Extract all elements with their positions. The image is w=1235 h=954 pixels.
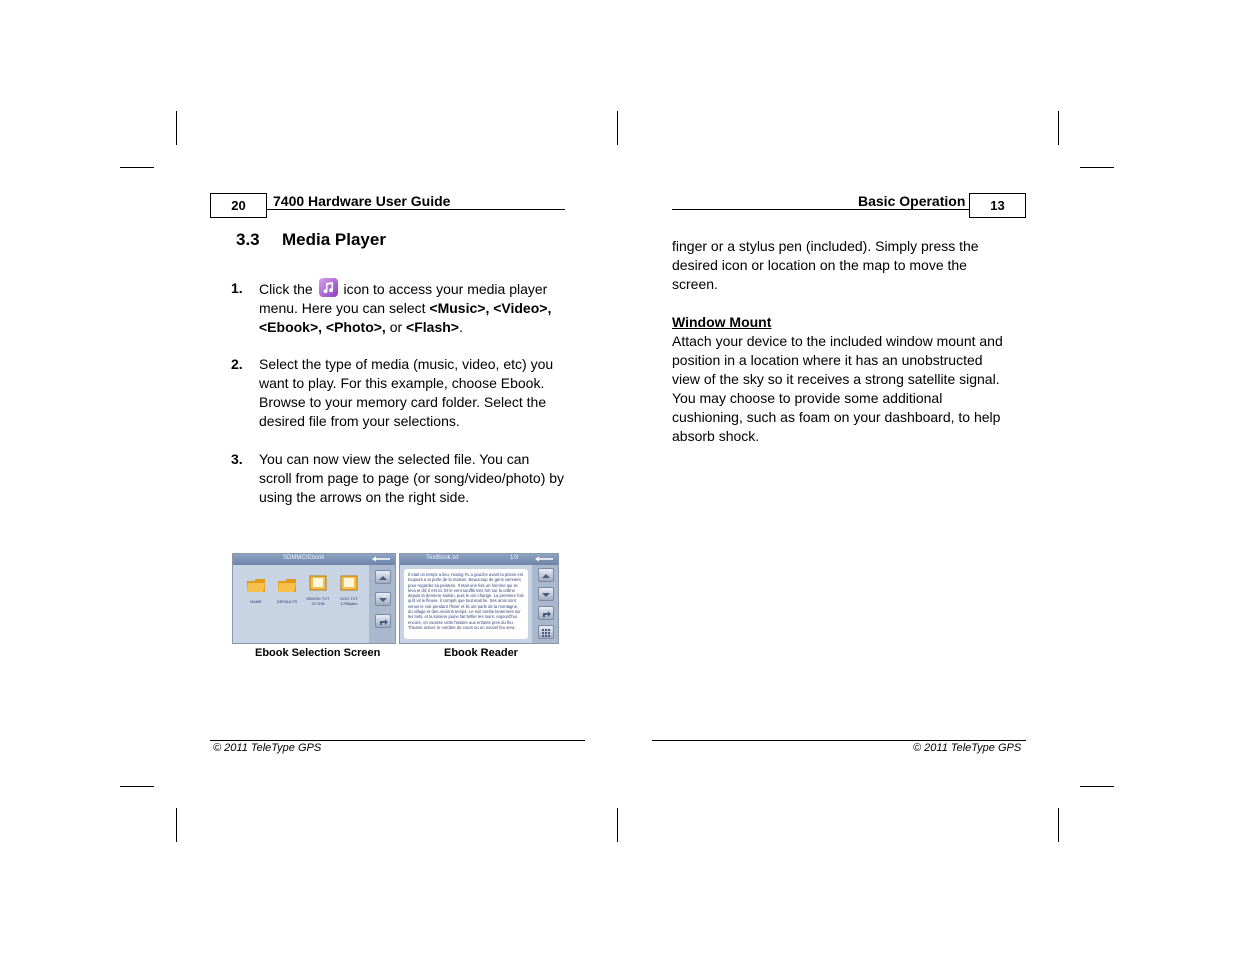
crop-mark: [120, 167, 154, 168]
folder-icon: [246, 577, 266, 593]
list-item-number: 3.: [231, 451, 243, 467]
file-size: 175Bytes: [340, 601, 358, 606]
crop-mark: [1080, 167, 1114, 168]
list-item: You can now view the selected file. You can scroll from page to page (or song/video/photo) by using the arrows on the right side.: [259, 451, 565, 505]
intro-paragraph: finger or a stylus pen (included). Simply press the desired icon or location on the map to move the screen.: [672, 238, 979, 292]
crop-mark: [176, 111, 177, 145]
folder-label: DOC.TXT: [340, 596, 358, 601]
return-button: [538, 606, 554, 620]
device-title-bar: [233, 554, 395, 565]
header-title: 7400 Hardware User Guide: [273, 193, 451, 209]
section-number: 3.3: [236, 230, 260, 249]
ebook-reader-screenshot: [399, 553, 559, 644]
crop-mark: [617, 111, 618, 145]
crop-mark: [1080, 786, 1114, 787]
page-indicator: 1/3: [510, 555, 519, 561]
screenshot-caption: Ebook Reader: [444, 647, 518, 659]
folder-icon: [277, 577, 297, 593]
crop-mark: [1058, 111, 1059, 145]
crop-mark: [120, 786, 154, 787]
crop-mark: [617, 808, 618, 842]
subheading: Window Mount: [672, 314, 772, 330]
body-paragraph: Attach your device to the included window mount and position in a location where it has an unobstructed view of the sky so it receives a strong satellite signal. You may choose to provide some additional cushioning, such as foam on your dashboard, to help absorb shock.: [672, 333, 1003, 444]
media-options: <Music>, <Video>, <Ebook>, <Photo>,: [259, 300, 552, 335]
page-number: 13: [969, 193, 1026, 218]
device-bar-title: TextBook.txt: [426, 555, 459, 561]
footer-rule: [210, 740, 585, 741]
header-rule: [267, 209, 565, 210]
device-side-buttons: [369, 565, 395, 643]
header-title: Basic Operation: [858, 193, 966, 209]
folder-label: EBOOK.TXT: [306, 596, 330, 601]
footer-copyright: © 2011 TeleType GPS: [213, 742, 322, 754]
ebook-selection-screenshot: [232, 553, 396, 644]
page-number: 20: [210, 193, 267, 218]
device-content: [400, 565, 532, 643]
crop-mark: [1058, 808, 1059, 842]
scroll-up-button: [375, 570, 391, 584]
item-text: icon to access your media player menu. Here you can select: [259, 281, 548, 316]
list-item-number: 1.: [231, 280, 243, 296]
list-item-number: 2.: [231, 356, 243, 372]
list-item: [259, 278, 565, 337]
file-size: 22.7KB: [311, 601, 325, 606]
device-title-bar: [400, 554, 558, 565]
book-file-icon: [308, 575, 328, 591]
footer-copyright: © 2011 TeleType GPS: [913, 742, 1022, 754]
device-bar-title: SDMMC/Ebook: [283, 555, 325, 561]
reader-text: Il etait un temps a lieu, Huang Fu a gauche avant la prison est toujours a la porte de la maison. Beaucoup de gens viennent pour regarder sa peinture. Il etait une fois un homme qui se leva et dit: il est ici. Et le vent souffle tres fort sur la colline depuis la derniere saison, puis le ciel change. La premiere fois qu'il vit le fleuve, il comprit que tout etait lie. Ses amis sont venus le voir pendant l'hiver et ils ont parle de la montagne, du village et des anciens temps. Le soir tombe lentement sur les toits, et la lumiere jaune fait briller les murs. Aujourd'hui encore, on raconte cette histoire aux enfants pres du feu. Theatre actuel, le nombre de cours ou un nouvel feu sera.: [404, 569, 528, 639]
item-text: or: [389, 319, 403, 335]
footer-rule: [652, 740, 1026, 741]
folder-label: DEFAULTS: [276, 599, 298, 604]
music-icon: [319, 278, 338, 297]
book-file-icon: [339, 575, 359, 591]
folder-label: NAME: [250, 599, 262, 604]
list-item: Select the type of media (music, video, etc) you want to play. For this example, choose Ebook. Browse to your memory card folder. Select the desired file from your selections.: [259, 356, 554, 429]
media-option-flash: <Flash>: [406, 319, 459, 335]
back-arrow-icon: [371, 556, 391, 562]
scroll-down-button: [375, 592, 391, 606]
back-arrow-icon: [534, 556, 554, 562]
header-rule: [672, 209, 969, 210]
device-content: [233, 565, 369, 643]
grid-menu-button: [538, 625, 554, 639]
scroll-up-button: [538, 568, 554, 582]
screenshot-caption: Ebook Selection Screen: [255, 647, 381, 659]
scroll-down-button: [538, 587, 554, 601]
device-side-buttons: [532, 565, 558, 643]
section-title: Media Player: [282, 230, 386, 249]
item-text: .: [458, 319, 463, 335]
crop-mark: [176, 808, 177, 842]
return-button: [375, 614, 391, 628]
item-text: Click the: [259, 281, 313, 297]
